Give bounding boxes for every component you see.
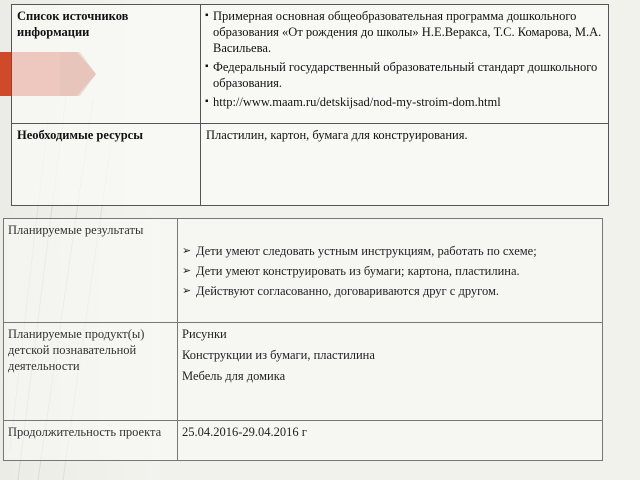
- info-table-bottom: [3, 218, 603, 461]
- table-row: [12, 5, 609, 124]
- product-cell: [178, 323, 603, 421]
- results-cell: [178, 219, 603, 323]
- product-label: Планируемые продукт(ы) детской познавательной деятельности: [4, 323, 178, 421]
- list-item: ➢ Действуют согласованно, договариваются друг с другом.: [182, 283, 598, 299]
- list-item: ▪ Федеральный государственный образовательный стандарт дошкольного образования.: [206, 59, 603, 91]
- list-item: ➢ Дети умеют конструировать из бумаги; картона, пластилина.: [182, 263, 598, 279]
- results-label: Планируемые результаты: [4, 219, 178, 323]
- product-line: Мебель для домика: [182, 369, 286, 383]
- duration-value: 25.04.2016-29.04.2016 г: [178, 421, 603, 461]
- table-row: [4, 323, 603, 421]
- list-item[interactable]: ▪ http://www.maam.ru/detskijsad/nod-my-stroim-dom.html: [206, 94, 603, 110]
- sources-cell: [201, 5, 609, 124]
- table-row: [4, 219, 603, 323]
- list-item: ▪ Примерная основная общеобразовательная программа дошкольного образования «От рождения до школы» Н.Е.Веракса, Т.С. Комарова, М.А. Васильева.: [206, 8, 603, 56]
- resources-label: Необходимые ресурсы: [12, 124, 201, 206]
- product-line: Конструкции из бумаги, пластилина: [182, 348, 375, 362]
- product-line: Рисунки: [182, 327, 227, 341]
- duration-label: Продолжительность проекта: [4, 421, 178, 461]
- results-list: [182, 243, 598, 299]
- sources-label: Список источников информации: [12, 5, 201, 124]
- list-item: ➢ Дети умеют следовать устным инструкциям, работать по схеме;: [182, 243, 598, 259]
- table-row: [4, 421, 603, 461]
- sources-list: [206, 8, 603, 110]
- info-table-top: [11, 4, 609, 206]
- table-row: [12, 124, 609, 206]
- resources-value: Пластилин, картон, бумага для конструирования.: [201, 124, 609, 206]
